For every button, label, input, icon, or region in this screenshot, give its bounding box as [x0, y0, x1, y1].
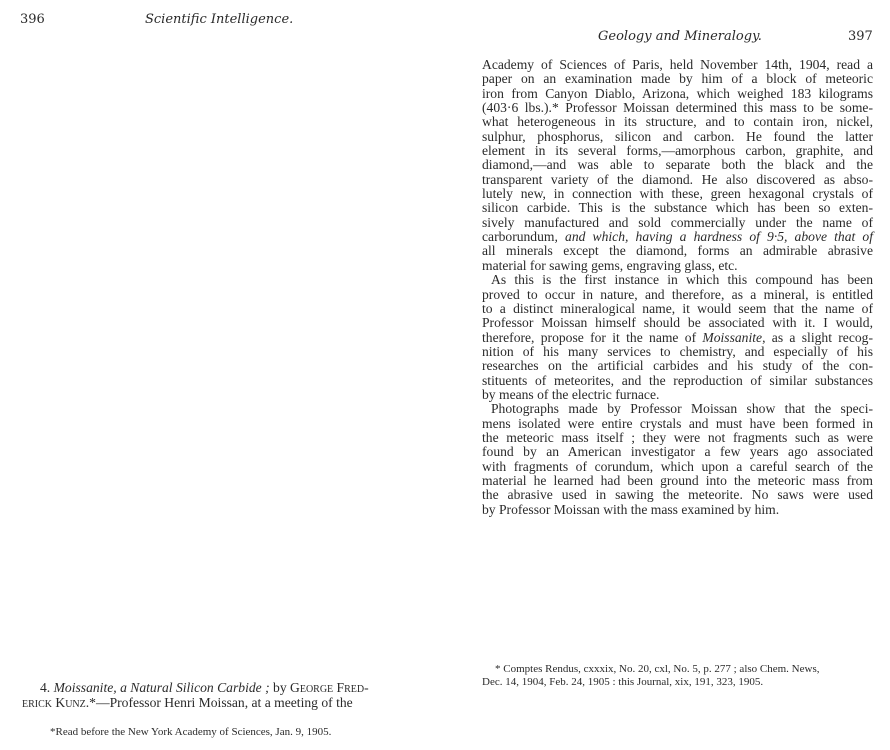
text-line: the abrasive used in sawing the meteorite. No saws were used: [482, 487, 873, 503]
article-author-cont: erick Kunz.: [22, 695, 90, 710]
text-line: silicon carbide. This is the substance which has been so exten-: [482, 200, 873, 216]
text-line: Photographs made by Professor Moissan show that the speci-: [491, 401, 873, 417]
text-line: (403·6 lbs.).* Professor Moissan determined this mass to be some-: [482, 100, 873, 116]
text-line: iron from Canyon Diablo, Arizona, which weighed 183 kilograms: [482, 85, 873, 101]
text-line: transparent variety of the diamond. He also discovered as abso-: [482, 171, 873, 187]
article-author: George Fred-: [290, 680, 369, 695]
text-line: mens isolated were entire crystals and must have been formed in: [482, 415, 873, 431]
text-line: sively manufactured and sold commercially under the name of: [482, 214, 873, 230]
page-number-left: 396: [20, 12, 45, 27]
article-text-start: *—Professor Henri Moissan, at a meeting of the: [89, 695, 353, 710]
text-line: element in its several forms,—amorphous carbon, graphite, and: [482, 143, 873, 159]
text-line: material he learned had been ground into the meteoric mass from: [482, 472, 873, 488]
running-head-left: Scientific Intelligence.: [145, 12, 294, 27]
text-line: the meteoric mass itself ; they were not fragments such as were: [482, 429, 873, 445]
running-head-right: Geology and Mineralogy.: [598, 29, 762, 44]
text-line: with fragments of corundum, which upon a careful search of the: [482, 458, 873, 474]
text-line: Professor Moissan himself should be associated with it. I would,: [482, 315, 873, 331]
text-line: lutely new, in connection with these, green hexagonal crystals of: [482, 186, 873, 202]
text-line: proved to occur in nature, and therefore, as a mineral, is entitled: [482, 286, 873, 302]
footnote-right-line1: * Comptes Rendus, cxxxix, No. 20, cxl, No. 5, p. 277 ; also Chem. News,: [495, 663, 820, 675]
text-line: nition of his many services to chemistry, and especially of his: [482, 343, 873, 359]
text-line: Academy of Sciences of Paris, held November 14th, 1904, read a: [482, 57, 873, 72]
footnote-right-line2: Dec. 14, 1904, Feb. 24, 1905 : this Journal, xix, 191, 323, 1905.: [482, 676, 764, 688]
article-by: by: [273, 680, 287, 695]
footnote-left: *Read before the New York Academy of Sciences, Jan. 9, 1905.: [50, 726, 332, 738]
text-line: paper on an examination made by him of a block of meteoric: [482, 71, 873, 87]
text-line: researches on the artificial carbides and his study of the con-: [482, 358, 873, 374]
text-line: to a distinct mineralogical name, it would seem that the name of: [482, 300, 873, 316]
text-line: therefore, propose for it the name of Moissanite, as a slight recog-: [482, 329, 873, 345]
text-line: by Professor Moissan with the mass examined by him.: [482, 501, 780, 517]
page-number-right: 397: [848, 29, 873, 44]
body-text: [482, 58, 873, 517]
text-line: what heterogeneous in its structure, and to contain iron, nickel,: [482, 114, 873, 130]
article-title: Moissanite, a Natural Silicon Carbide ;: [53, 680, 270, 695]
text-line: sulphur, phosphorus, silicon and carbon. He found the latter: [482, 128, 873, 144]
text-line: all minerals except the diamond, forms an admirable abrasive: [482, 243, 873, 259]
article-heading-line2: [22, 695, 353, 711]
text-line: As this is the first instance in which this compound has been: [491, 272, 873, 288]
text-line: stituents of meteorites, and the reproduction of similar substances: [482, 372, 873, 388]
article-heading-line1: [40, 680, 369, 696]
text-line: by means of the electric furnace.: [482, 386, 660, 402]
text-line: material for sawing gems, engraving glass, etc.: [482, 257, 738, 273]
text-line: diamond,—and was able to separate both the black and the: [482, 157, 873, 173]
text-line: found by an American investigator a few years ago associated: [482, 444, 873, 460]
text-line: carborundum, and which, having a hardness of 9·5, above that of: [482, 229, 873, 245]
article-number: 4.: [40, 680, 51, 695]
